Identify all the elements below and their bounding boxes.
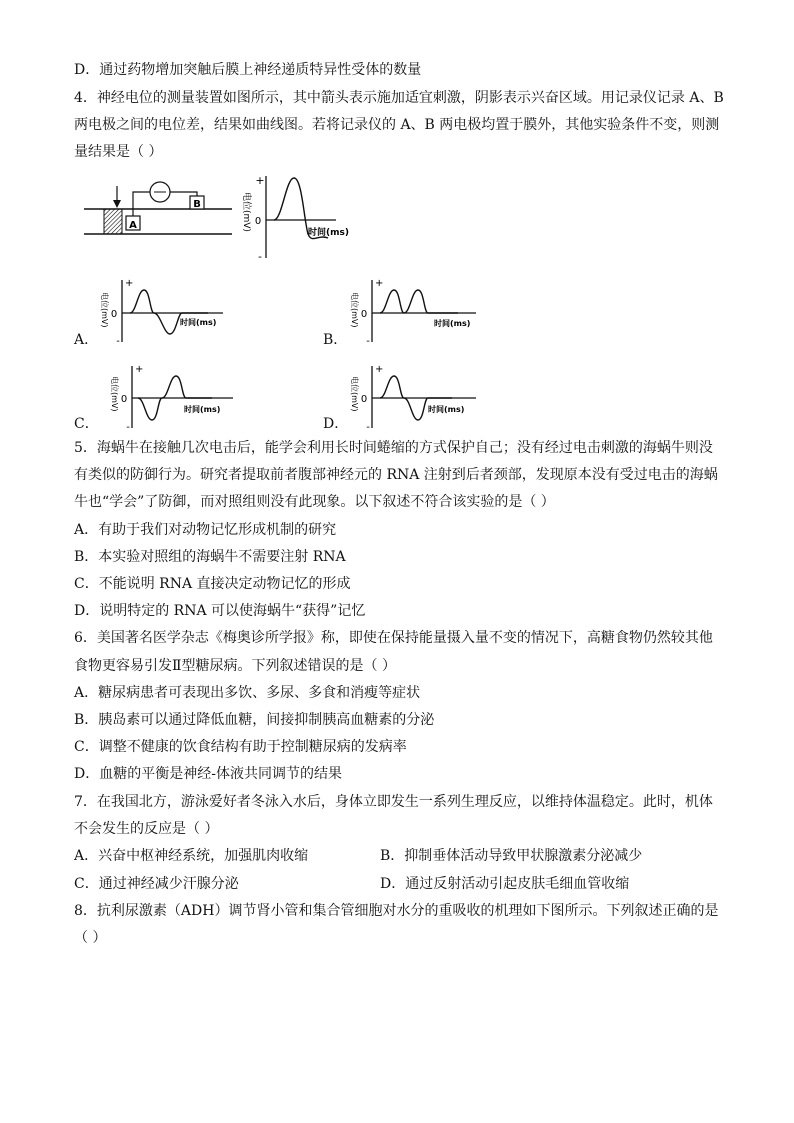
q7-option-d[interactable]: D．通过反射活动引起皮肤毛细血管收缩 — [380, 876, 630, 892]
q3-option-d: D．通过药物增加突触后膜上神经递质特异性受体的数量 — [74, 62, 422, 78]
svg-text:+: + — [135, 364, 144, 375]
q6-option-b[interactable]: B．胰岛素可以通过降低血糖，间接抑制胰高血糖素的分泌 — [74, 712, 435, 728]
svg-text:电位(mV): 电位(mV) — [350, 376, 359, 412]
electrode-a-label: A — [129, 220, 137, 231]
svg-text:0: 0 — [110, 309, 118, 320]
svg-text:-: - — [258, 250, 262, 263]
svg-text:0: 0 — [254, 216, 262, 227]
excited-region-shading — [104, 209, 122, 234]
electrode-b-label: B — [193, 199, 201, 210]
svg-text:+: + — [125, 278, 134, 289]
option-d-label[interactable]: D． — [323, 416, 349, 432]
q6-stem-line2: 食物更容易引发Ⅱ型糖尿病。下列叙述错误的是（ ） — [74, 658, 396, 674]
svg-text:0: 0 — [360, 394, 368, 405]
q4-stem-line2: 两电极之间的电位差，结果如曲线图。若将记录仪的 A、B 两电极均置于膜外，其他实验条件不变，则测 — [74, 117, 720, 133]
q4-stem-line1: 4．神经电位的测量装置如图所示，其中箭头表示施加适宜刺激，阴影表示兴奋区域。用记录仪记录 A、B — [74, 90, 724, 106]
svg-text:时间(ms): 时间(ms) — [434, 319, 471, 328]
q5-option-a[interactable]: A．有助于我们对动物记忆形成机制的研究 — [74, 522, 337, 538]
q7-option-c[interactable]: C．通过神经减少汗腺分泌 — [74, 876, 239, 892]
svg-text:+: + — [255, 174, 265, 187]
svg-text:-: - — [366, 336, 370, 347]
q4-stem-line3: 量结果是（ ） — [74, 144, 163, 160]
svg-text:时间(ms): 时间(ms) — [428, 405, 465, 414]
svg-text:时间(ms): 时间(ms) — [180, 318, 217, 327]
svg-text:电位(mV): 电位(mV) — [110, 376, 119, 412]
q5-stem-line1: 5．海蜗牛在接触几次电击后，能学会利用长时间蜷缩的方式保护自己；没有经过电击刺激的海蜗牛则没 — [74, 440, 713, 456]
nerve-apparatus-diagram — [84, 180, 234, 240]
option-b-graph[interactable] — [348, 276, 484, 346]
svg-text:0: 0 — [360, 309, 368, 320]
q6-option-c[interactable]: C．调整不健康的饮食结构有助于控制糖尿病的发病率 — [74, 739, 407, 755]
svg-text:电位(mV): 电位(mV) — [241, 192, 251, 232]
q5-option-c[interactable]: C．不能说明 RNA 直接决定动物记忆的形成 — [74, 576, 351, 592]
q6-option-a[interactable]: A．糖尿病患者可表现出多饮、多尿、多食和消瘦等症状 — [74, 685, 421, 701]
q5-stem-line2: 有类似的防御行为。研究者提取前者腹部神经元的 RNA 注射到后者颈部，发现原本没有受过电击的海蜗 — [74, 467, 718, 483]
svg-text:时间(ms): 时间(ms) — [184, 405, 221, 414]
option-c-graph[interactable] — [108, 362, 240, 432]
q7-stem-line2: 不会发生的反应是（ ） — [74, 821, 219, 837]
svg-text:电位(mV): 电位(mV) — [350, 292, 359, 328]
svg-text:-: - — [366, 422, 370, 433]
q5-stem-line3: 牛也“学会”了防御，而对照组则没有此现象。以下叙述不符合该实验的是（ ） — [74, 494, 555, 510]
svg-text:+: + — [375, 364, 384, 375]
option-a-graph[interactable] — [98, 276, 230, 346]
q7-option-a[interactable]: A．兴奋中枢神经系统，加强肌肉收缩 — [74, 848, 309, 864]
svg-text:0: 0 — [120, 394, 128, 405]
svg-text:电位(mV): 电位(mV) — [100, 292, 109, 328]
option-c-label[interactable]: C． — [74, 416, 99, 432]
option-d-graph[interactable] — [348, 362, 484, 432]
option-a-curve — [130, 290, 208, 334]
svg-text:+: + — [375, 278, 384, 289]
q8-stem-line1: 8．抗利尿激素（ADH）调节肾小管和集合管细胞对水分的重吸收的机理如下图所示。下列叙述正确的是 — [74, 903, 719, 919]
option-b-curve — [380, 290, 458, 313]
q7-stem-line1: 7．在我国北方，游泳爱好者冬泳入水后，身体立即发生一系列生理反应，以维持体温稳定。此时，机体 — [74, 794, 713, 810]
option-a-label[interactable]: A． — [74, 332, 99, 348]
svg-text:-: - — [126, 422, 130, 433]
svg-text:-: - — [116, 336, 120, 347]
q7-option-b[interactable]: B．抑制垂体活动导致甲状腺激素分泌减少 — [380, 848, 643, 864]
option-b-label[interactable]: B． — [323, 332, 348, 348]
original-potential-graph — [236, 172, 376, 262]
q5-option-b[interactable]: B．本实验对照组的海蜗牛不需要注射 RNA — [74, 549, 346, 565]
q5-option-d[interactable]: D．说明特定的 RNA 可以使海蜗牛“获得”记忆 — [74, 603, 366, 619]
q6-option-d[interactable]: D．血糖的平衡是神经-体液共同调节的结果 — [74, 766, 342, 782]
q6-stem-line1: 6．美国著名医学杂志《梅奥诊所学报》称，即使在保持能量摄入量不变的情况下，高糖食物仍然较其他 — [74, 630, 713, 646]
svg-text:时间(ms): 时间(ms) — [308, 228, 349, 238]
q8-stem-line2: （ ） — [74, 930, 107, 946]
